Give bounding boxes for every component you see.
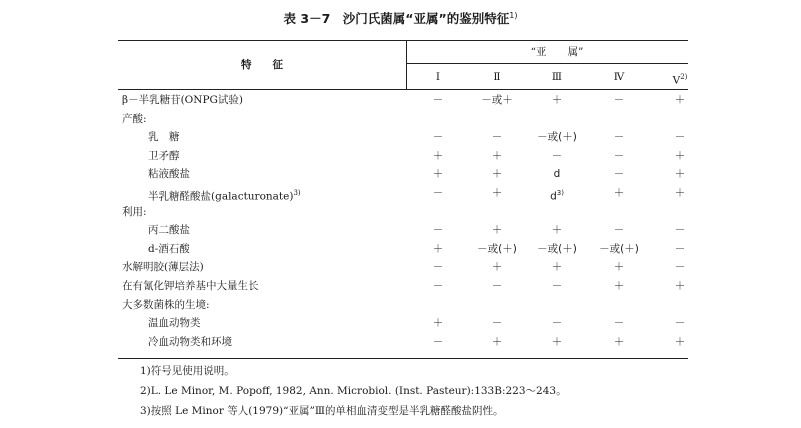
result-value: ＋ xyxy=(613,187,625,199)
row-label xyxy=(148,186,301,204)
result-cell xyxy=(675,167,686,181)
result-value: － xyxy=(432,336,444,348)
result-footnote-ref: 3) xyxy=(556,189,564,197)
result-value: ＋ xyxy=(491,168,503,180)
result-value: ＋ xyxy=(551,261,563,273)
row-label xyxy=(148,316,201,330)
result-value: －或(＋) xyxy=(537,131,577,143)
top-rule xyxy=(118,40,688,41)
row-label-text: 冷血动物类和环境 xyxy=(148,336,232,348)
row-label-text: 丙二酸盐 xyxy=(148,224,190,236)
result-value: ＋ xyxy=(491,187,503,199)
result-cell xyxy=(675,223,686,237)
row-label xyxy=(122,279,259,293)
subgenus-header-text: Ⅳ xyxy=(613,71,625,83)
result-cell xyxy=(614,279,625,293)
row-label-text: d-酒石酸 xyxy=(148,243,190,255)
result-cell xyxy=(552,316,563,330)
result-value: ＋ xyxy=(551,224,563,236)
result-value: － xyxy=(432,280,444,292)
result-value: ＋ xyxy=(613,261,625,273)
result-value: － xyxy=(551,280,563,292)
result-value: － xyxy=(674,131,686,143)
row-label-text: 产酸: xyxy=(122,113,147,125)
result-cell xyxy=(675,130,686,144)
row-label-text: β－半乳糖苷(ONPG试验) xyxy=(122,94,244,106)
result-cell xyxy=(614,186,625,200)
result-value: － xyxy=(613,131,625,143)
result-cell xyxy=(614,223,625,237)
result-cell xyxy=(675,260,686,274)
result-cell xyxy=(552,279,563,293)
subgenus-header-text: Ⅰ xyxy=(435,71,441,83)
result-cell xyxy=(675,186,686,200)
result-cell xyxy=(614,130,625,144)
result-value: ＋ xyxy=(432,243,444,255)
row-label xyxy=(148,242,190,256)
result-cell xyxy=(492,167,503,181)
result-cell xyxy=(614,167,625,181)
subgenus-header-3 xyxy=(552,70,562,84)
result-cell xyxy=(433,242,444,256)
result-value: ＋ xyxy=(491,261,503,273)
row-label xyxy=(122,205,147,219)
result-value: ＋ xyxy=(674,336,686,348)
result-cell xyxy=(675,93,686,107)
result-value: － xyxy=(613,317,625,329)
result-cell xyxy=(675,316,686,330)
result-value: － xyxy=(613,94,625,106)
table-title-text: 表 3－7 沙门氏菌属“亚属”的鉴别特征 xyxy=(283,11,510,26)
result-value: ＋ xyxy=(432,168,444,180)
subgenus-header-text: Ⅴ xyxy=(672,74,681,87)
result-cell xyxy=(614,260,625,274)
subgenus-header-4 xyxy=(614,70,625,84)
result-cell xyxy=(433,260,444,274)
result-value: d xyxy=(550,190,557,203)
result-value: －或＋ xyxy=(481,94,513,106)
result-cell xyxy=(552,223,563,237)
row-label-text: 温血动物类 xyxy=(148,317,201,329)
result-cell xyxy=(614,149,625,163)
result-cell xyxy=(492,316,503,330)
result-cell xyxy=(492,260,503,274)
result-cell xyxy=(433,167,444,181)
subgenus-group-header: “亚 属” xyxy=(530,46,584,58)
result-value: d xyxy=(553,168,561,180)
subgenus-header-5 xyxy=(673,70,688,88)
result-value: － xyxy=(432,261,444,273)
header-rule xyxy=(118,89,688,90)
result-value: ＋ xyxy=(432,317,444,329)
result-value: ＋ xyxy=(491,150,503,162)
row-label xyxy=(148,149,180,163)
result-cell xyxy=(492,149,503,163)
result-cell xyxy=(552,260,563,274)
subgenus-header-1 xyxy=(436,70,440,84)
result-cell xyxy=(492,335,503,349)
result-value: － xyxy=(613,224,625,236)
subgenus-header-text: Ⅲ xyxy=(551,71,563,83)
row-label-text: 大多数菌株的生境: xyxy=(122,299,210,311)
result-cell xyxy=(481,93,513,107)
footnote-2: 2)L. Le Minor, M. Popoff, 1982, Ann. Microbiol. (Inst. Pasteur):133B:223～243。 xyxy=(140,385,567,397)
result-cell xyxy=(492,130,503,144)
row-label-text: 在有氰化钾培养基中大量生长 xyxy=(122,280,259,292)
table-title-footnote-ref: 1) xyxy=(509,10,518,20)
result-value: ＋ xyxy=(674,94,686,106)
result-value: ＋ xyxy=(551,336,563,348)
result-cell xyxy=(433,316,444,330)
subgenus-header-text: Ⅱ xyxy=(493,71,501,83)
result-value: ＋ xyxy=(551,94,563,106)
result-value: ＋ xyxy=(674,150,686,162)
result-value: － xyxy=(674,243,686,255)
subgenus-header-footnote-ref: 2) xyxy=(680,73,688,81)
result-cell xyxy=(492,223,503,237)
result-cell xyxy=(433,335,444,349)
result-cell xyxy=(675,335,686,349)
result-cell xyxy=(552,149,563,163)
result-cell xyxy=(537,130,577,144)
result-cell xyxy=(614,335,625,349)
result-value: － xyxy=(432,131,444,143)
result-cell xyxy=(599,242,639,256)
row-label xyxy=(122,112,147,126)
result-cell xyxy=(550,186,564,204)
row-label-footnote-ref: 3) xyxy=(293,189,301,197)
result-value: － xyxy=(491,280,503,292)
result-cell xyxy=(614,316,625,330)
row-label-text: 半乳糖醛酸盐(galacturonate) xyxy=(148,190,294,203)
row-label xyxy=(122,260,204,274)
result-cell xyxy=(552,335,563,349)
result-cell xyxy=(492,186,503,200)
result-cell xyxy=(554,167,561,181)
result-value: － xyxy=(432,224,444,236)
result-value: － xyxy=(491,317,503,329)
result-value: ＋ xyxy=(613,336,625,348)
result-value: － xyxy=(674,261,686,273)
result-value: － xyxy=(674,224,686,236)
subgenus-header-2 xyxy=(493,70,500,84)
row-label xyxy=(148,335,232,349)
row-label-text: 水解明胶(薄层法) xyxy=(122,261,204,273)
result-value: ＋ xyxy=(674,168,686,180)
row-label xyxy=(122,298,210,312)
row-label xyxy=(148,223,190,237)
result-value: － xyxy=(432,94,444,106)
result-cell xyxy=(433,130,444,144)
result-value: －或(＋) xyxy=(537,243,577,255)
result-cell xyxy=(675,279,686,293)
row-label-text: 利用: xyxy=(122,206,147,218)
bottom-rule xyxy=(118,358,688,359)
result-value: － xyxy=(674,317,686,329)
row-label xyxy=(148,167,190,181)
result-value: ＋ xyxy=(613,280,625,292)
result-cell xyxy=(675,242,686,256)
row-label-text: 乳 糖 xyxy=(148,131,180,143)
result-value: － xyxy=(432,187,444,199)
result-cell xyxy=(552,93,563,107)
group-rule xyxy=(406,63,688,64)
result-cell xyxy=(537,242,577,256)
result-cell xyxy=(492,279,503,293)
result-value: － xyxy=(551,317,563,329)
result-value: ＋ xyxy=(432,150,444,162)
footnote-1: 1)符号见使用说明。 xyxy=(140,365,235,377)
result-value: － xyxy=(551,150,563,162)
feature-header: 特 征 xyxy=(241,59,283,71)
result-value: ＋ xyxy=(491,336,503,348)
row-label-text: 粘液酸盐 xyxy=(148,168,190,180)
result-cell xyxy=(433,186,444,200)
result-value: －或(＋) xyxy=(477,243,517,255)
result-cell xyxy=(433,223,444,237)
result-value: ＋ xyxy=(674,280,686,292)
result-cell xyxy=(433,149,444,163)
result-cell xyxy=(675,149,686,163)
row-label xyxy=(122,93,243,107)
result-value: － xyxy=(491,131,503,143)
table-title xyxy=(0,9,801,27)
result-cell xyxy=(614,93,625,107)
row-label-text: 卫矛醇 xyxy=(148,150,180,162)
header-column-divider xyxy=(406,41,407,89)
result-cell xyxy=(433,279,444,293)
footnote-3: 3)按照 Le Minor 等人(1979)“亚属”Ⅲ的单相血清变型是半乳糖醛酸盐阴性。 xyxy=(140,405,504,417)
result-value: ＋ xyxy=(674,187,686,199)
result-value: ＋ xyxy=(491,224,503,236)
result-value: － xyxy=(613,150,625,162)
result-value: － xyxy=(613,168,625,180)
result-cell xyxy=(433,93,444,107)
result-cell xyxy=(477,242,517,256)
row-label xyxy=(148,130,180,144)
result-value: －或(＋) xyxy=(599,243,639,255)
